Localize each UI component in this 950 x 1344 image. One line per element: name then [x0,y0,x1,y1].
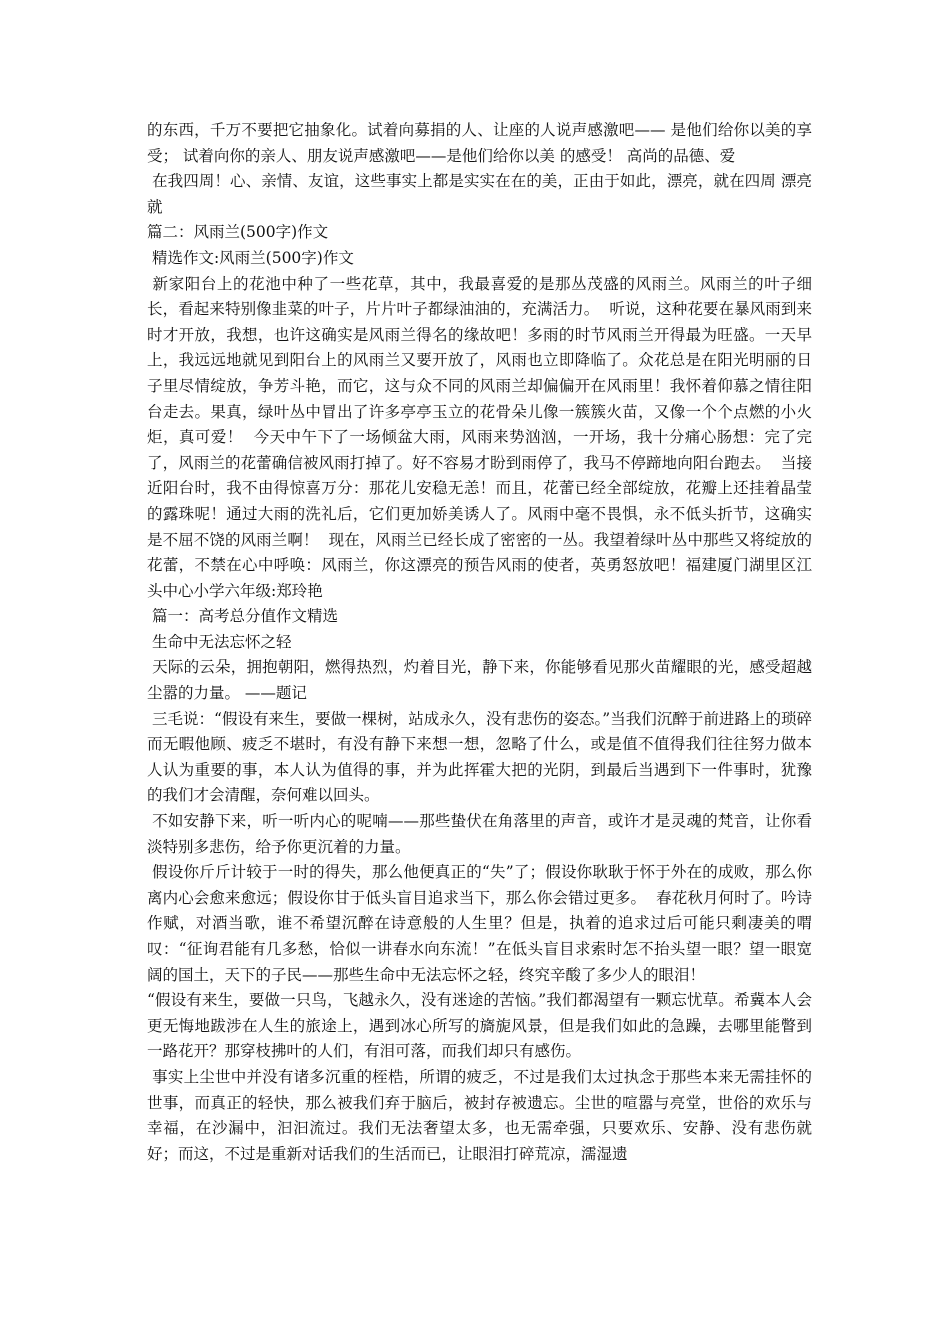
paragraph: 在我四周！心、亲情、友谊，这些事实上都是实实在在的美，正由于如此，漂亮，就在四周 漂亮就 [147,172,812,216]
paragraph: “假设有来生，要做一只鸟，飞越永久，没有迷途的苦恼。”我们都渴望有一颗忘忧草。希冀本人会更无悔地跋涉在人生的旅途上，遇到冰心所写的旖旎风景，但是我们如此的急躁，去哪里能瞥到一路花开？那穿枝拂叶的人们，有泪可落，而我们却只有感伤。 [147,991,812,1061]
paragraph: 事实上尘世中并没有诸多沉重的桎梏，所谓的疲乏，不过是我们太过执念于那些本来无需挂怀的世事，而真正的轻快，那么被我们弃于脑后，被封存被遗忘。尘世的喧嚣与亮堂，世俗的欢乐与幸福，在沙漏中，汩汩流过。我们无法奢望太多，也无需牵强，只要欢乐、安静、没有悲伤就好；而这，不过是重新对话我们的生活而已，让眼泪打碎荒凉，濡湿遗 [147,1067,812,1163]
paragraph: 新家阳台上的花池中种了一些花草，其中，我最喜爱的是那丛茂盛的风雨兰。风雨兰的叶子细长，看起来特别像韭菜的叶子，片片叶子都绿油油的，充满活力。 听说，这种花要在暴风雨到来时才开放，我想，也许这确实是风雨兰得名的缘故吧！多雨的时节风雨兰开得最为旺盛。一天早上，我远远地就见到阳台上的风雨兰又要开放了，风雨也立即降临了。众花总是在阳光明丽的日子里尽情绽放，争芳斗艳，而它，这与众不同的风雨兰却偏偏开在风雨里！我怀着仰慕之情往阳台走去。果真，绿叶丛中冒出了许多亭亭玉立的花骨朵儿像一簇簇火苗，又像一个个点燃的小火炬，真可爱！ 今天中午下了一场倾盆大雨，风雨来势汹汹，一开场，我十分痛心肠想：完了完了，风雨兰的花蕾确信被风雨打掉了。好不容易才盼到雨停了，我马不停蹄地向阳台跑去。 当接近阳台时，我不由得惊喜万分：那花儿安稳无恙！而且，花蕾已经全部绽放，花瓣上还挂着晶莹的露珠呢！通过大雨的洗礼后，它们更加娇美诱人了。风雨中毫不畏惧，永不低头折节，这确实是不屈不饶的风雨兰啊！ 现在，风雨兰已经长成了密密的一丛。我望着绿叶丛中那些又将绽放的花蕾，不禁在心中呼唤：风雨兰，你这漂亮的预告风雨的使者，英勇怒放吧！福建厦门湖里区江头中心小学六年级:郑玲艳 [147,274,812,600]
section-subheading: 精选作文:风雨兰(500字)作文 [147,248,354,267]
section-heading: 篇一：高考总分值作文精选 [147,607,338,626]
document-body [147,118,812,1167]
epigraph: 天际的云朵，拥抱朝阳，燃得热烈，灼着目光，静下来，你能够看见那火苗耀眼的光，感受超越尘嚣的力量。 ——题记 [147,658,812,703]
paragraph: 不如安静下来，听一听内心的呢喃——那些蛰伏在角落里的声音，或许才是灵魂的梵音，让你看淡特别多悲伤，给予你更沉着的力量。 [147,812,812,856]
essay-title: 生命中无法忘怀之轻 [147,632,292,651]
section-heading: 篇二：风雨兰(500字)作文 [147,223,329,242]
paragraph: 假设你斤斤计较于一时的得失，那么他便真正的“失”了；假设你耿耿于怀于外在的成败，那么你离内心会愈来愈远；假设你甘于低头盲目追求当下，那么你会错过更多。 春花秋月何时了。吟诗作赋，对酒当歌，谁不希望沉醉在诗意般的人生里？但是，执着的追求过后可能只剩凄美的喟叹：“征询君能有几多愁，恰似一讲春水向东流！”在低头盲目求索时怎不抬头望一眼？望一眼宽阔的国土，天下的子民——那些生命中无法忘怀之轻，终究辛酸了多少人的眼泪！ [147,863,812,984]
paragraph: 三毛说：“假设有来生，要做一棵树，站成永久，没有悲伤的姿态。”当我们沉醉于前进路上的琐碎而无暇他顾、疲乏不堪时，有没有静下来想一想，忽略了什么，或是值不值得我们往往努力做本人认为重要的事，本人认为值得的事，并为此挥霍大把的光阴，到最后当遇到下一件事时，犹豫的我们才会清醒，奈何难以回头。 [147,709,812,805]
paragraph: 的东西，千万不要把它抽象化。试着向募捐的人、让座的人说声感激吧—— 是他们给你以美的享受； 试着向你的亲人、朋友说声感激吧——是他们给你以美 的感受！ 高尚的品德、爱 [147,121,812,165]
